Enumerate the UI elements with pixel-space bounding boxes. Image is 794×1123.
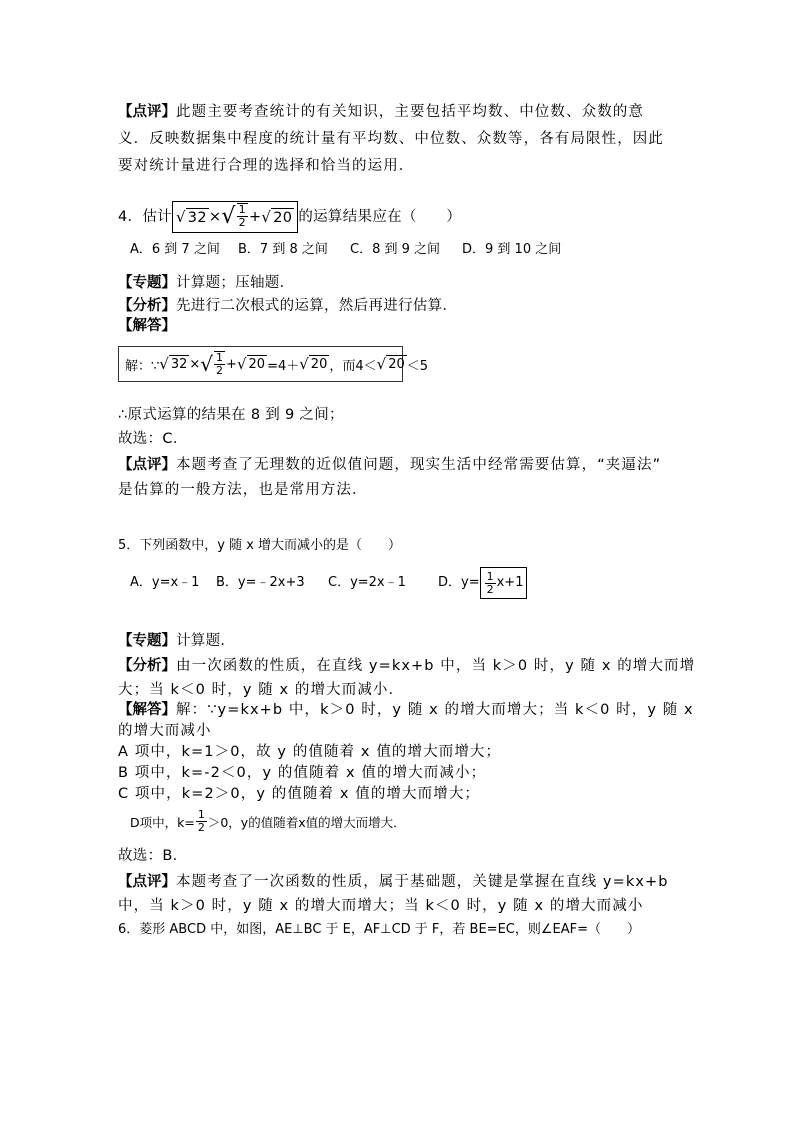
q5-case-d: D项中，k= $\frac{1}{2}$ ＞0，y的值随着x值的增大而增大． [130, 808, 406, 834]
q5-case-c: C 项中，k=2＞0，y 的值随着 x 值的增大而增大； [118, 786, 481, 802]
sqrt-20: √ 20 [261, 207, 293, 226]
q5-topic: 【专题】计算题． [118, 633, 236, 649]
q4-analysis: 【分析】先进行二次根式的运算，然后再进行估算． [118, 298, 458, 314]
q4-conclusion: ∴原式运算的结果在 8 到 9 之间； [118, 407, 344, 423]
q5-analysis-line-1: 【分析】由一次函数的性质，在直线 y=kx+b 中，当 k＞0 时，y 随 x 的增大而增 [118, 658, 696, 674]
q4-question: 4．估计 √ 32 × √ $\frac{1}{2}$ + √ 20 的运算结果应在（ ） [118, 201, 461, 233]
q5-options [130, 567, 527, 599]
sqrt-half: √ $\frac{1}{2}$ [221, 203, 246, 229]
q4-comment-line-2: 是估算的一般方法，也是常用方法． [118, 482, 368, 498]
q5-case-a: A 项中，k=1＞0，故 y 的值随着 x 值的增大而增大； [118, 744, 502, 760]
q4-option-d: D．9 到 10 之间 [462, 242, 562, 257]
sqrt-32: √ 32 [175, 207, 207, 226]
q4-option-a: A．6 到 7 之间 [130, 242, 220, 257]
q5-choice: 故选：B． [118, 848, 188, 864]
q4-option-b: B．7 到 8 之间 [238, 242, 328, 257]
q4-answer-tag: 【解答】 [118, 318, 176, 334]
q5-answer-line-1: 【解答】解：∵y=kx+b 中，k＞0 时，y 随 x 的增大而增大；当 k＜0 时，y 随 x [118, 702, 694, 718]
q4-solution-formula: 解：∵ √ 32 × √ $\frac{1}{2}$ + √ 20 =4＋ √ 20 ，而4＜ √ 20 ＜5 [118, 346, 403, 382]
q5-analysis-line-2: 大；当 k＜0 时，y 随 x 的增大而减小． [118, 682, 405, 698]
q5-option-b: B．y=﹣2x+3 [216, 575, 305, 590]
prev-comment-line-3: 要对统计量进行合理的选择和恰当的运用． [118, 158, 415, 174]
q4-options [130, 240, 561, 260]
prev-comment-line-2: 义．反映数据集中程度的统计量有平均数、中位数、众数等，各有局限性，因此 [118, 131, 664, 147]
q6-question: 6．菱形 ABCD 中，如图，AE⊥BC 于 E，AF⊥CD 于 F，若 BE=EC，则∠EAF=（ ） [118, 922, 640, 937]
q4-comment-line-1: 【点评】本题考查了无理数的近似值问题，现实生活中经常需要估算，“夹逼法” [118, 457, 662, 473]
q5-comment-line-1: 【点评】本题考查了一次函数的性质，属于基础题，关键是掌握在直线 y=kx+b [118, 874, 669, 890]
q4-choice: 故选：C． [118, 431, 188, 447]
q5-comment-line-2: 中，当 k＞0 时，y 随 x 的增大而增大；当 k＜0 时，y 随 x 的增大而减小 [118, 898, 644, 914]
q5-option-d: D．y= $\frac{1}{2}$ x+1 [438, 567, 527, 599]
q4-expression-box: √ 32 × √ $\frac{1}{2}$ + √ 20 [172, 201, 298, 233]
q5-option-a: A．y=x﹣1 [130, 575, 200, 590]
q5-answer-line-2: 的增大而减小 [118, 723, 212, 739]
q4-option-c: C．8 到 9 之间 [350, 242, 441, 257]
comment-tag: 【点评】 [118, 104, 176, 120]
q4-topic: 【专题】计算题；压轴题． [118, 275, 295, 291]
prev-comment-line-1: 【点评】此题主要考查统计的有关知识，主要包括平均数、中位数、众数的意 [118, 104, 644, 120]
q5-option-c: C．y=2x﹣1 [328, 575, 406, 590]
q5-question: 5．下列函数中，y 随 x 增大而减小的是（ ） [118, 538, 402, 553]
q5-case-b: B 项中，k=-2＜0，y 的值随着 x 值的增大而减小； [118, 765, 487, 781]
